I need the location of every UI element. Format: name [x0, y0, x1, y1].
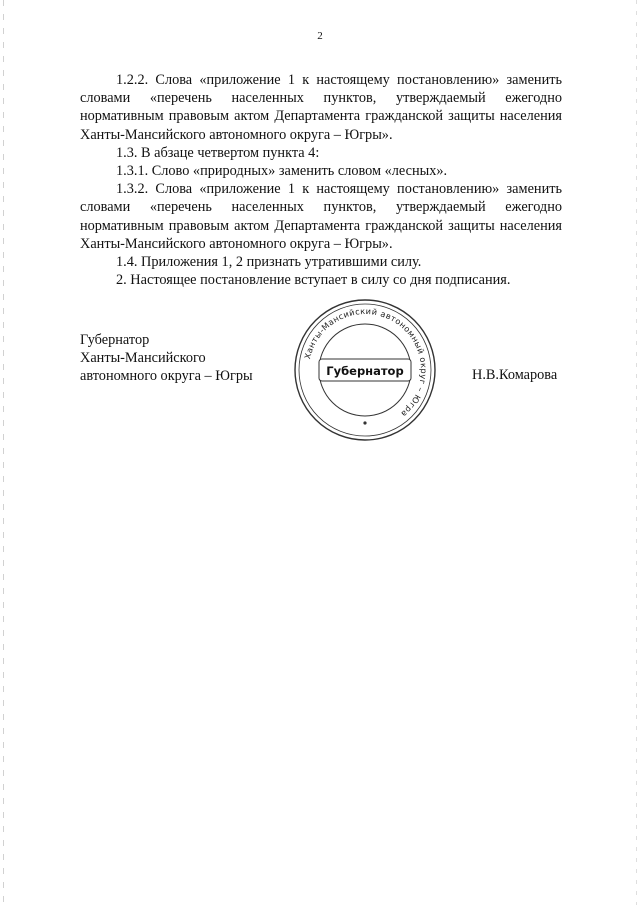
stamp-ring-text: Ханты-Мансийский автономный округ – Югра: [302, 305, 430, 420]
signatory-name: Н.В.Комарова: [472, 367, 558, 383]
paragraph-1-2-2: 1.2.2. Слова «приложение 1 к настоящему постановлению» заменить словами «перечень населенных пунктов, утверждаемый ежегодно нормативным правовым актом Департамента гражданской защиты населения Ханты-Мансийского автономного округа – Югры».: [80, 72, 562, 143]
paragraph-1-3-1: 1.3.1. Слово «природных» заменить словом «лесных».: [116, 163, 448, 180]
paragraph-1-3-2: 1.3.2. Слова «приложение 1 к настоящему постановлению» заменить словами «перечень населенных пунктов, утверждаемый ежегодно нормативным правовым актом Департамента гражданской защиты населения Ханты-Мансийского автономного округа – Югры».: [80, 181, 562, 252]
official-stamp: [292, 297, 438, 443]
paragraph-2: 2. Настоящее постановление вступает в силу со дня подписания.: [116, 272, 511, 289]
position-line-3: автономного округа – Югры: [80, 368, 253, 385]
paragraph-1-4: 1.4. Приложения 1, 2 признать утратившими силу.: [116, 254, 422, 271]
page-number: 2: [317, 30, 323, 42]
position-line-1: Губернатор: [80, 332, 150, 348]
signatory-position: [80, 331, 253, 386]
document-body: [80, 71, 562, 289]
stamp-center-text: Губернатор: [326, 364, 404, 378]
scan-edge-left: [3, 0, 4, 905]
paragraph-1-3: 1.3. В абзаце четвертом пункта 4:: [116, 144, 320, 161]
position-line-2: Ханты-Мансийского: [80, 350, 206, 367]
scan-edge-right: [636, 0, 637, 905]
